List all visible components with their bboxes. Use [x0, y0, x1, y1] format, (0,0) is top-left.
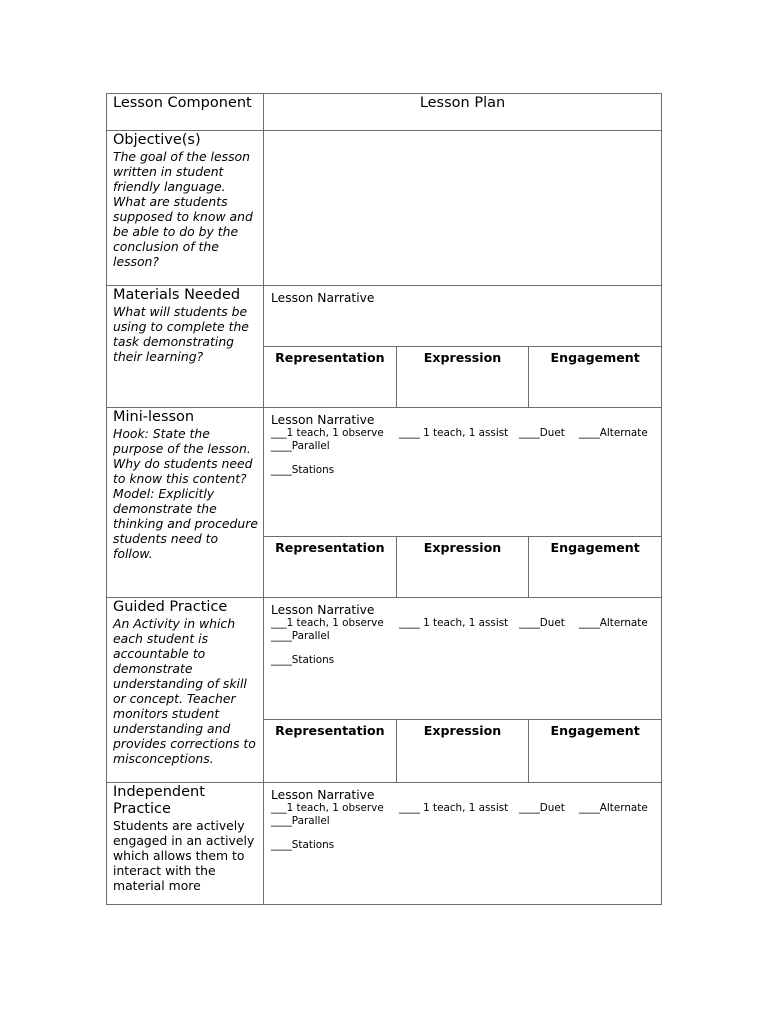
- objectives-row: [107, 131, 662, 286]
- guided-practice-row: [107, 598, 662, 783]
- header-component-cell: [107, 94, 264, 131]
- mini-lesson-narrative-label: Lesson Narrative: [271, 413, 375, 427]
- guided-practice-representation[interactable]: Representation: [264, 720, 397, 783]
- coteach-alternate[interactable]: ____Alternate: [579, 427, 648, 439]
- coteach-duet[interactable]: ____Duet: [519, 427, 565, 439]
- guided-practice-title: Guided Practice: [113, 599, 228, 615]
- independent-practice-title: Independent Practice: [113, 784, 205, 817]
- coteach-parallel[interactable]: ____Parallel: [271, 629, 330, 642]
- mini-lesson-row: [107, 408, 662, 598]
- coteach-stations[interactable]: ____Stations: [271, 464, 335, 476]
- materials-row: [107, 286, 662, 408]
- mini-lesson-expression[interactable]: Expression: [396, 537, 529, 598]
- independent-practice-component-cell: [107, 783, 264, 905]
- coteach-stations[interactable]: ____Stations: [271, 839, 335, 851]
- coteach-one-assist[interactable]: ____ 1 teach, 1 assist: [399, 617, 509, 629]
- guided-practice-narrative-label: Lesson Narrative: [271, 603, 375, 617]
- guided-practice-udl-table: [263, 719, 662, 783]
- guided-practice-expression[interactable]: Expression: [396, 720, 529, 783]
- materials-representation[interactable]: Representation: [264, 347, 397, 408]
- mini-lesson-description: Hook: State the purpose of the lesson. Why do students need to know this content? Model: Explicitly demonstrate the thinking and procedure students need to follow.: [113, 426, 258, 561]
- table-header-row: [107, 94, 662, 131]
- mini-lesson-plan-cell: [264, 408, 662, 598]
- header-component-label: Lesson Component: [113, 95, 252, 111]
- mini-lesson-engagement[interactable]: Engagement: [529, 537, 662, 598]
- guided-practice-engagement[interactable]: Engagement: [529, 720, 662, 783]
- mini-lesson-title: Mini-lesson: [113, 409, 195, 425]
- materials-component-cell: [107, 286, 264, 408]
- coteach-alternate[interactable]: ____Alternate: [579, 617, 648, 629]
- materials-narrative-label: Lesson Narrative: [271, 291, 375, 305]
- coteach-stations[interactable]: ____Stations: [271, 654, 335, 666]
- coteach-one-assist[interactable]: ____ 1 teach, 1 assist: [399, 427, 509, 439]
- independent-practice-row: [107, 783, 662, 905]
- independent-practice-coteach-options: [271, 802, 655, 815]
- materials-expression[interactable]: Expression: [396, 347, 529, 408]
- materials-title: Materials Needed: [113, 287, 241, 303]
- mini-lesson-component-cell: [107, 408, 264, 598]
- mini-lesson-udl-table: [263, 536, 662, 598]
- materials-description: What will students be using to complete the task demonstrating their learning?: [113, 304, 249, 364]
- materials-plan-cell: [264, 286, 662, 408]
- guided-practice-coteach-options: [271, 617, 655, 630]
- coteach-one-observe[interactable]: ___1 teach, 1 observe: [271, 802, 384, 814]
- coteach-parallel[interactable]: ____Parallel: [271, 439, 330, 452]
- coteach-parallel[interactable]: ____Parallel: [271, 814, 330, 827]
- objectives-title: Objective(s): [113, 132, 201, 148]
- independent-practice-description: Students are actively engaged in an actively which allows them to interact with the material more: [113, 818, 255, 893]
- materials-udl-table: [263, 346, 662, 408]
- materials-engagement[interactable]: Engagement: [529, 347, 662, 408]
- objectives-plan-cell[interactable]: [264, 131, 662, 286]
- coteach-one-assist[interactable]: ____ 1 teach, 1 assist: [399, 802, 509, 814]
- guided-practice-description: An Activity in which each student is accountable to demonstrate understanding of skill or concept. Teacher monitors student understanding and provides corrections to misconceptions.: [113, 616, 256, 766]
- coteach-alternate[interactable]: ____Alternate: [579, 802, 648, 814]
- header-plan-label: Lesson Plan: [419, 95, 506, 111]
- coteach-one-observe[interactable]: ___1 teach, 1 observe: [271, 427, 384, 439]
- objectives-description: The goal of the lesson written in student friendly language. What are students supposed to know and be able to do by the conclusion of the lesson?: [113, 149, 253, 269]
- lesson-plan-table: [106, 93, 662, 905]
- coteach-one-observe[interactable]: ___1 teach, 1 observe: [271, 617, 384, 629]
- objectives-component-cell: [107, 131, 264, 286]
- independent-practice-plan-cell: [264, 783, 662, 905]
- header-plan-cell: [264, 94, 662, 131]
- mini-lesson-representation[interactable]: Representation: [264, 537, 397, 598]
- coteach-duet[interactable]: ____Duet: [519, 617, 565, 629]
- guided-practice-plan-cell: [264, 598, 662, 783]
- guided-practice-component-cell: [107, 598, 264, 783]
- coteach-duet[interactable]: ____Duet: [519, 802, 565, 814]
- independent-practice-narrative-label: Lesson Narrative: [271, 788, 375, 802]
- mini-lesson-coteach-options: [271, 427, 655, 440]
